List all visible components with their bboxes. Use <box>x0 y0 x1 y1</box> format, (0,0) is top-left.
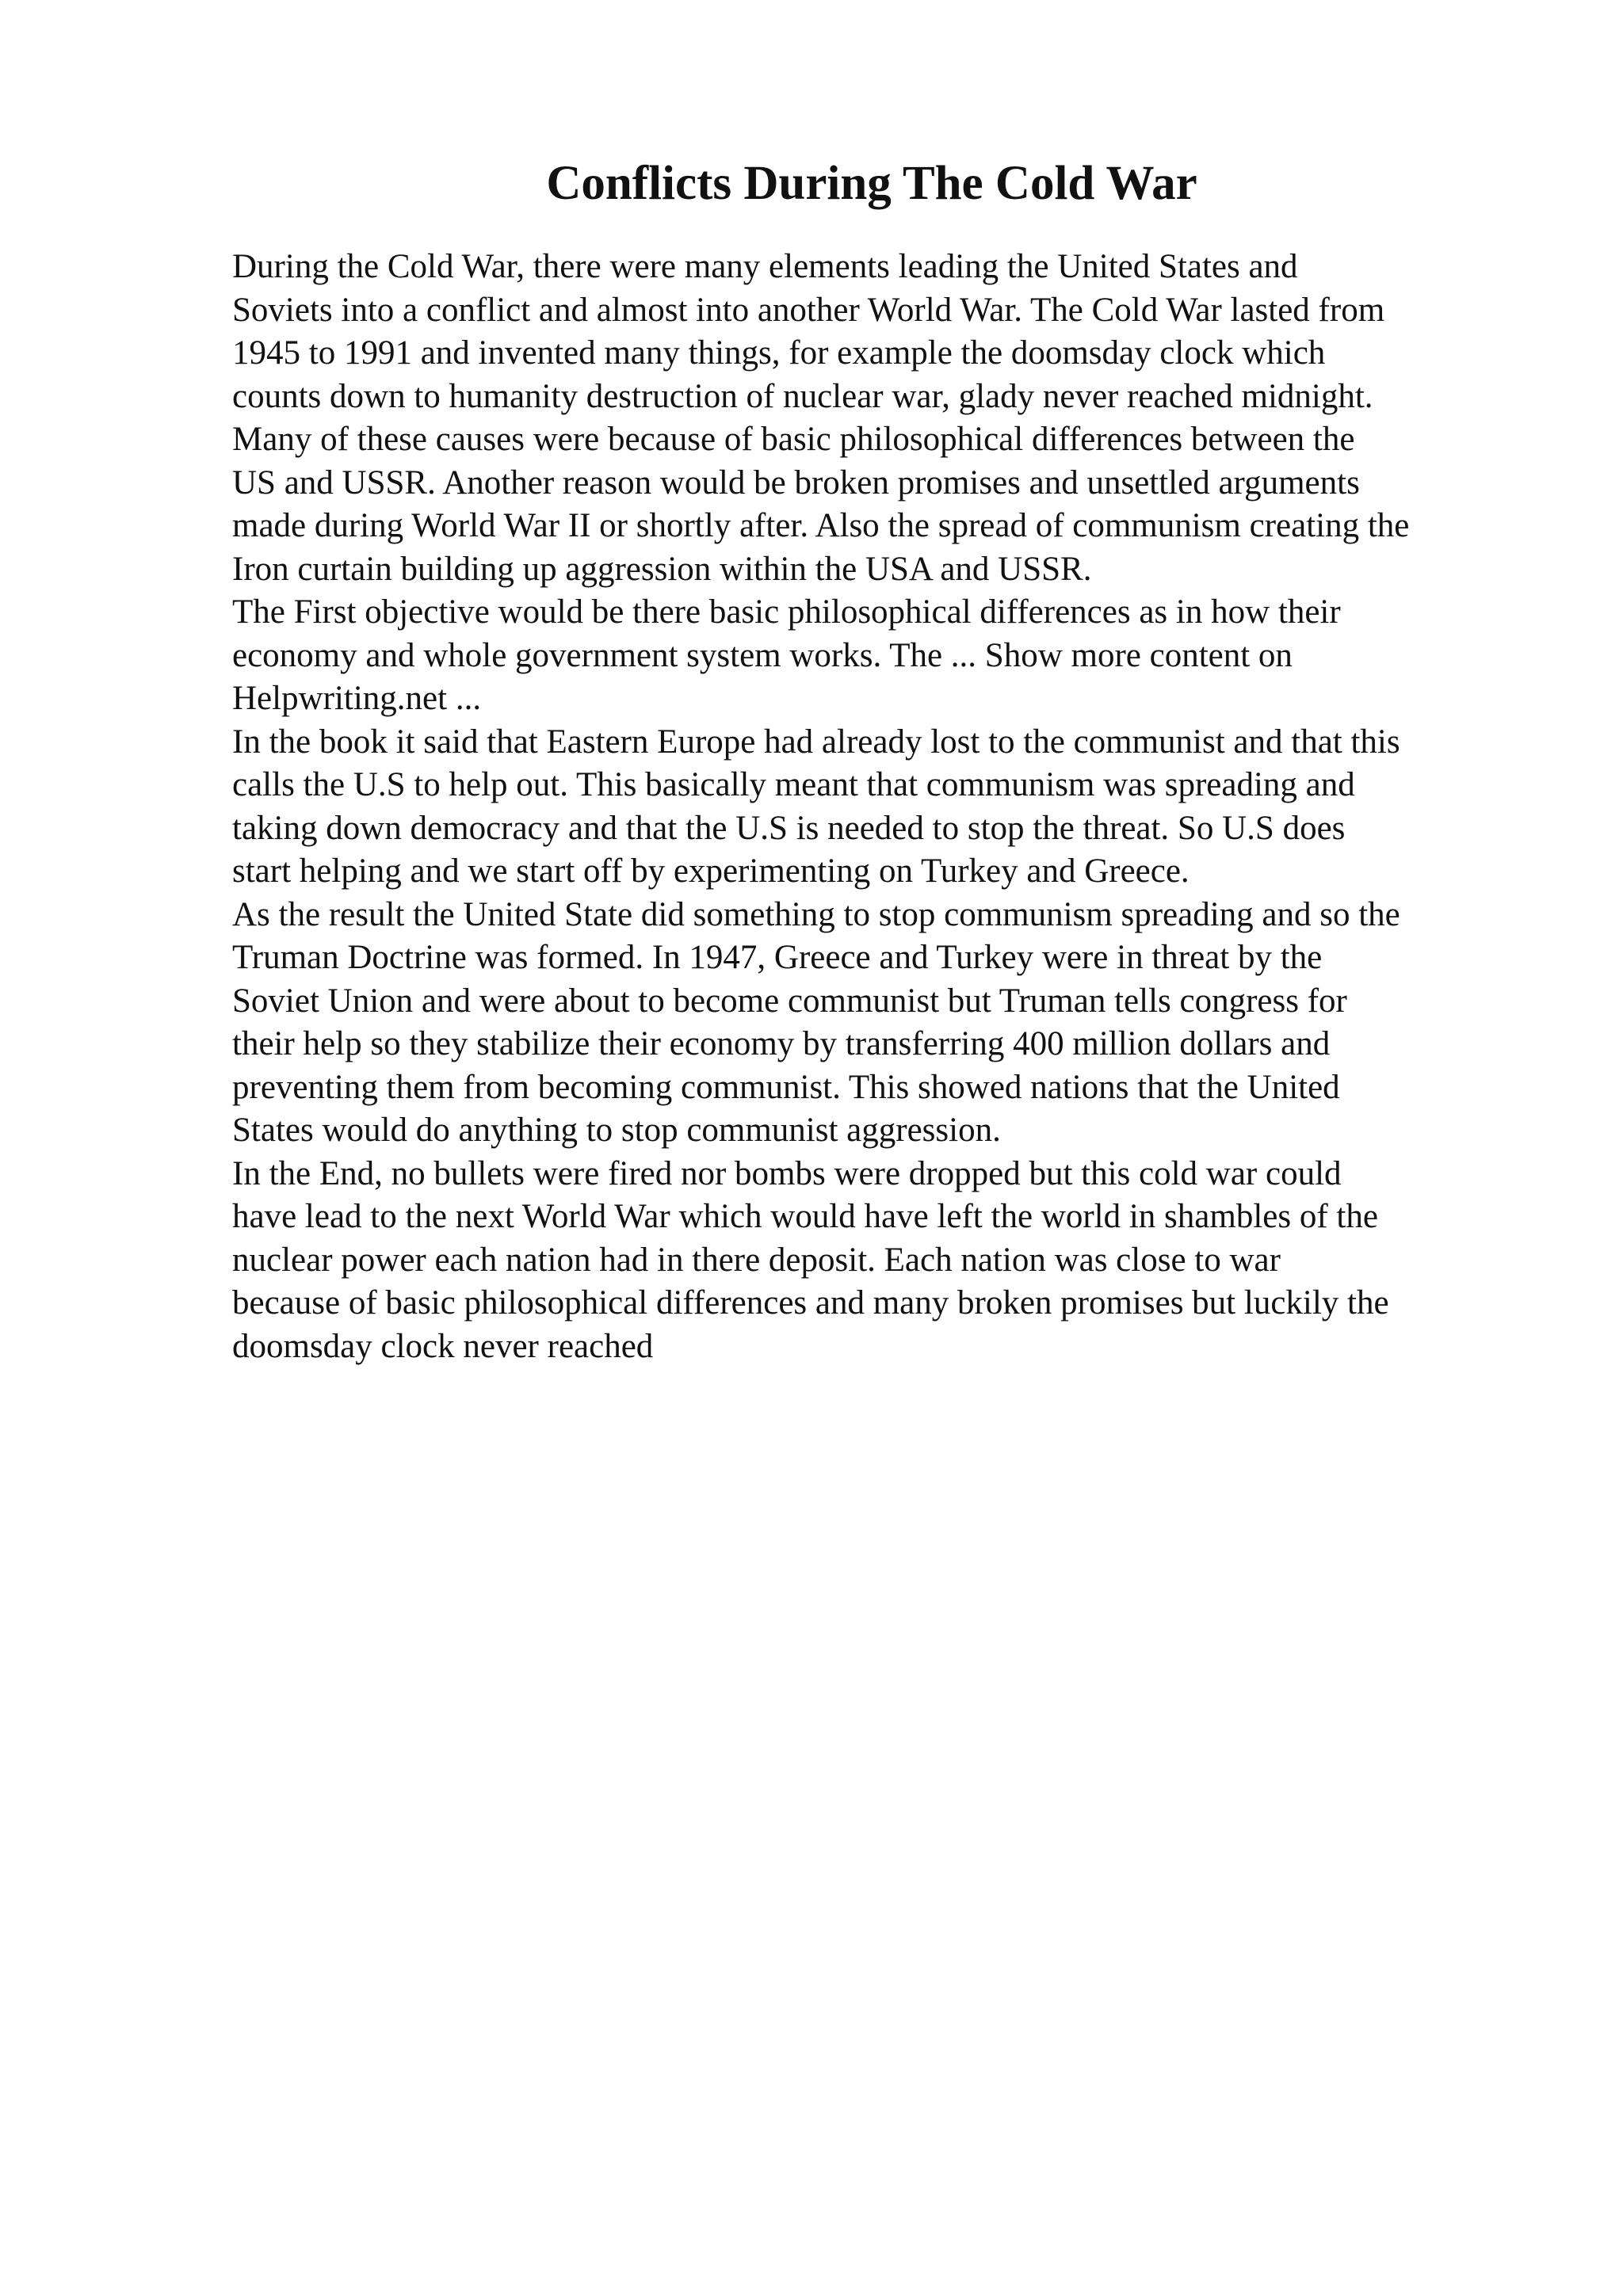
text-line: Iron curtain building up aggression within the USA and USSR. <box>232 550 1092 588</box>
text-line: made during World War II or shortly after. Also the spread of communism creating the <box>232 507 1410 544</box>
text-line: taking down democracy and that the U.S is needed to stop the threat. So U.S does <box>232 809 1346 847</box>
document-title: Conflicts During The Cold War <box>546 157 1197 210</box>
text-line: Many of these causes were because of basic philosophical differences between the <box>232 421 1355 458</box>
text-line: their help so they stabilize their economy by transferring 400 million dollars and <box>232 1025 1331 1062</box>
text-line: Soviet Union and were about to become communist but Truman tells congress for <box>232 982 1347 1020</box>
text-line: nuclear power each nation had in there deposit. Each nation was close to war <box>232 1241 1281 1279</box>
text-line: preventing them from becoming communist. This showed nations that the United <box>232 1068 1340 1106</box>
text-line: Soviets into a conflict and almost into another World War. The Cold War lasted from <box>232 291 1385 329</box>
text-line: Helpwriting.net ... <box>232 680 482 717</box>
text-line: Truman Doctrine was formed. In 1947, Greece and Turkey were in threat by the <box>232 939 1323 976</box>
text-line: As the result the United State did something to stop communism spreading and so the <box>232 895 1400 933</box>
text-line: because of basic philosophical differences and many broken promises but luckily the <box>232 1284 1389 1322</box>
text-line: doomsday clock never reached <box>232 1327 654 1365</box>
text-line: have lead to the next World War which would have left the world in shambles of the <box>232 1198 1378 1235</box>
text-line: 1945 to 1991 and invented many things, for example the doomsday clock which <box>232 334 1326 372</box>
text-line: During the Cold War, there were many elements leading the United States and <box>232 248 1298 285</box>
text-line: US and USSR. Another reason would be broken promises and unsettled arguments <box>232 463 1360 502</box>
text-line: States would do anything to stop communist aggression. <box>232 1112 1001 1149</box>
text-line: In the book it said that Eastern Europe had already lost to the communist and that this <box>232 723 1400 761</box>
document-body <box>232 246 1579 1368</box>
text-line: economy and whole government system works. The ... Show more content on <box>232 636 1293 674</box>
text-line: The First objective would be there basic philosophical differences as in how their <box>232 593 1341 631</box>
text-line: calls the U.S to help out. This basically meant that communism was spreading and <box>232 766 1355 803</box>
text-line: counts down to humanity destruction of nuclear war, glady never reached midnight. <box>232 377 1373 415</box>
text-line: start helping and we start off by experimenting on Turkey and Greece. <box>232 852 1190 890</box>
text-line: In the End, no bullets were fired nor bombs were dropped but this cold war could <box>232 1154 1342 1192</box>
